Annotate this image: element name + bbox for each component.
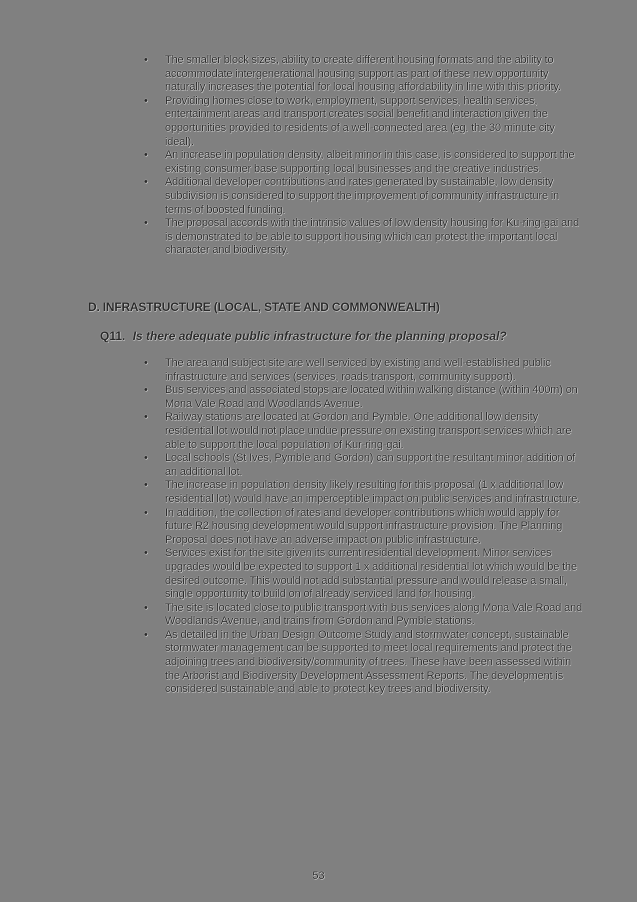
- question-heading: [100, 329, 507, 343]
- list-item: [0, 411, 585, 452]
- list-item-text: Additional developer contributions and rates generated by sustainable, low density subdivision is considered to support the improvement of community infrastructure in terms of boosted funding.: [165, 176, 560, 216]
- list-item: [0, 479, 585, 506]
- list-item-text: The increase in population density likely resulting for this proposal (1 x additional low residential lot) would have an imperceptible impact on public services and infrastructure.: [165, 479, 581, 505]
- list-item: [0, 629, 585, 697]
- bullet-icon: •: [144, 149, 148, 162]
- list-item: [0, 452, 585, 479]
- list-item: [0, 357, 585, 384]
- benefits-bullet-list: [0, 54, 585, 258]
- list-item-text: The area and subject site are well serviced by existing and well-established public infrastructure and services (services, roads transport, community support).: [165, 357, 551, 383]
- list-item: [0, 176, 585, 217]
- bullet-icon: •: [144, 479, 148, 492]
- list-item: [0, 217, 585, 258]
- list-item: [0, 149, 585, 176]
- bullet-icon: •: [144, 357, 148, 369]
- bullet-icon: •: [144, 628, 148, 641]
- list-item-text: Providing homes close to work, employment, support services, health services, entertainment areas and transport creates social benefit and interaction given the opportunities provided to residents of a well-connected area (eg. the 30 minute city ideal).: [165, 94, 555, 148]
- bullet-icon: •: [144, 384, 148, 397]
- bullet-icon: •: [144, 547, 148, 560]
- bullet-icon: •: [144, 94, 148, 107]
- question-text: Is there adequate public infrastructure for the planning proposal?: [132, 329, 507, 343]
- bullet-icon: •: [144, 217, 148, 230]
- list-item-text: The site is located close to public transport with bus services along Mona Vale Road and Woodlands Avenue, and trains from Gordon and Pymble stations.: [165, 601, 583, 628]
- section-heading: D. INFRASTRUCTURE (LOCAL, STATE AND COMMONWEALTH): [88, 300, 440, 314]
- list-item-text: Services exist for the site given its current residential development. Minor services upgrades would be expected to support 1 x additional residential lot which would be the desired outcome. This would not add substantial pressure and would release a small, single opportunity to build on of already serviced land for housing.: [165, 547, 577, 601]
- bullet-icon: •: [144, 411, 148, 424]
- list-item: [0, 547, 585, 601]
- list-item-text: As detailed in the Urban Design Outcome Study and stormwater concept, sustainable stormwater management can be supported to meet local requirements and protect the adjoining trees and biodiversity/community of trees. These have been assessed within the Arborist and Biodiversity Development Assessment Reports. The development is considered sustainable and able to protect key trees and biodiversity.: [165, 628, 572, 696]
- list-item-text: Railway stations are located at Gordon and Pymble. One additional low density residential lot would not place undue pressure on existing transport services which are able to support the local population of Kur-ring-gai.: [165, 411, 572, 451]
- bullet-icon: •: [144, 506, 148, 519]
- list-item: [0, 384, 585, 411]
- list-item: [0, 602, 585, 629]
- question-number: Q11.: [100, 329, 126, 343]
- bullet-icon: •: [144, 54, 148, 66]
- list-item: [0, 54, 585, 95]
- list-item-text: Local schools (St Ives, Pymble and Gordon) can support the resultant minor addition of an additional lot.: [165, 452, 576, 478]
- list-item-text: The proposal accords with the intrinsic values of low density housing for Ku-ring-gai and is demonstrated to be able to support housing which can protect the important local character and biodiversity.: [165, 217, 580, 257]
- infrastructure-bullet-list: [0, 357, 585, 697]
- page-number: 53: [312, 870, 325, 882]
- list-item-text: An increase in population density, albeit minor in this case, is considered to support the existing consumer base supporting local businesses and the creative industries.: [165, 149, 575, 175]
- bullet-icon: •: [144, 601, 148, 614]
- list-item: [0, 95, 585, 149]
- list-item-text: In addition, the collection of rates and developer contributions which would apply for future R2 housing development would support infrastructure provision. The Planning Proposal does not have an adverse impact on public infrastructure.: [165, 506, 563, 546]
- list-item-text: The smaller block sizes, ability to create different housing formats and the ability to accommodate intergenerational housing support as part of these new opportunity naturally increases the potential for local housing affordability in line with this priority.: [165, 54, 561, 94]
- list-item: [0, 507, 585, 548]
- bullet-icon: •: [144, 176, 148, 189]
- bullet-icon: •: [144, 452, 148, 465]
- list-item-text: Bus services and associated stops are located within walking distance (within 400m) on Mona Vale Road and Woodlands Avenue.: [165, 384, 578, 410]
